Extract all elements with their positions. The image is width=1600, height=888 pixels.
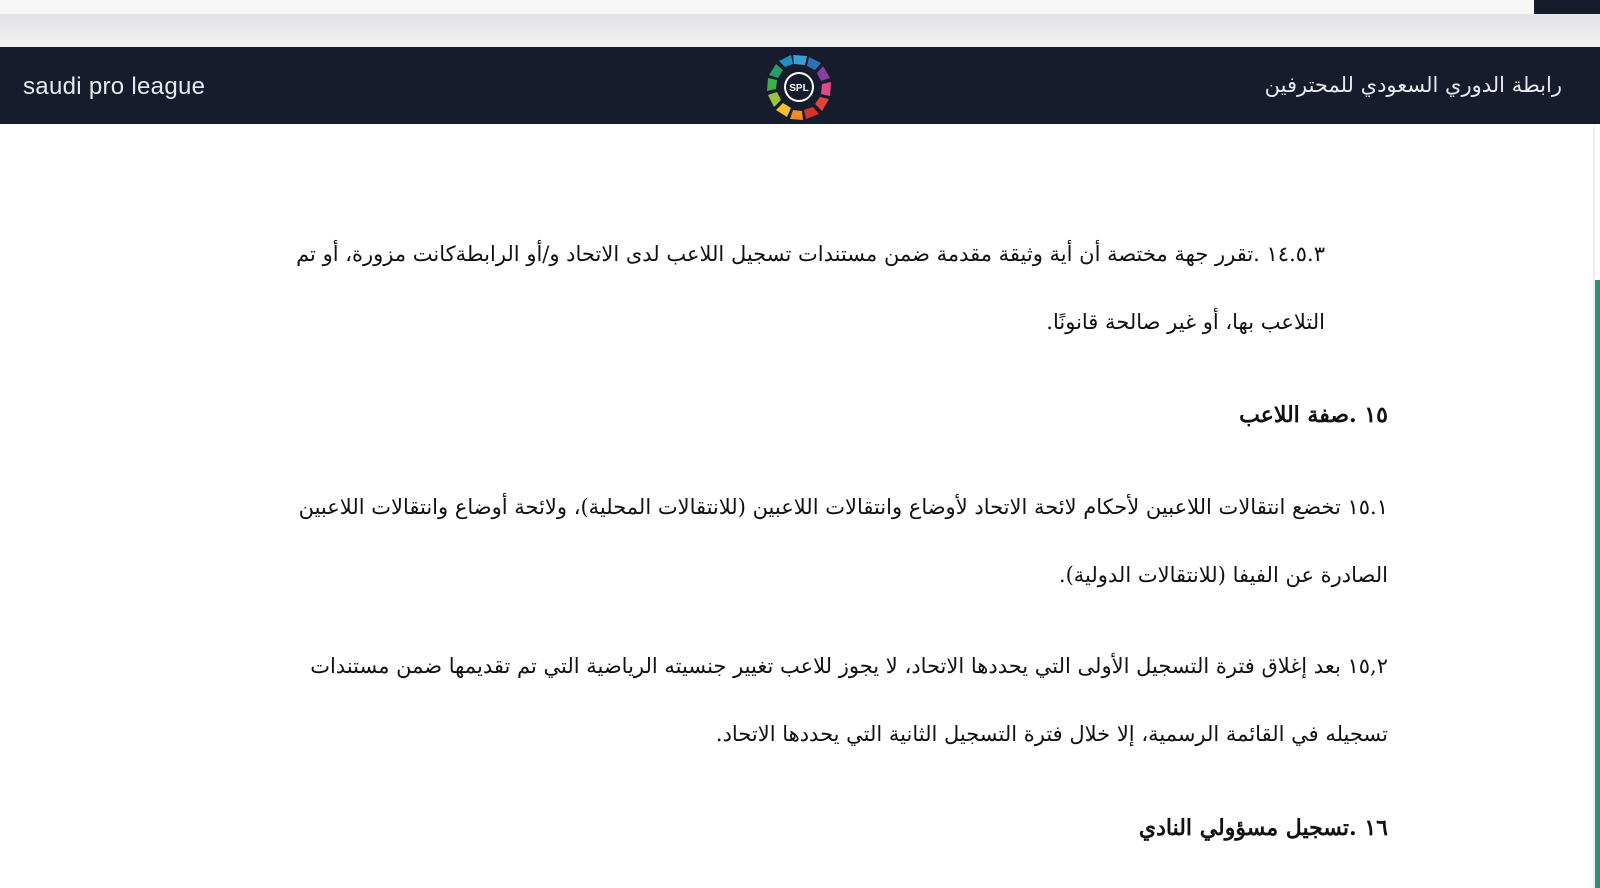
- spl-logo-icon: [764, 52, 834, 122]
- clause-14-5-3-line-1: ١٤.٥.٣ .تقرر جهة مختصة أن أية وثيقة مقدمة ضمن مستندات تسجيل اللاعب لدى الاتحاد و/أو الرابطةكانت مزورة، أو تم: [296, 242, 1325, 266]
- brand-name-english: saudi pro league: [23, 73, 206, 100]
- brand-name-arabic: رابطة الدوري السعودي للمحترفين: [1264, 73, 1562, 97]
- document-body: [0, 124, 1600, 888]
- clause-15-1-line-1: ١٥.١ تخضع انتقالات اللاعبين لأحكام لائحة الاتحاد لأوضاع وانتقالات اللاعبين (للانتقالات المحلية)، ولائحة أوضاع وانتقالات اللاعبين: [298, 495, 1388, 519]
- clause-15-2-line-2: تسجيله في القائمة الرسمية، إلا خلال فترة التسجيل الثانية التي يحددها الاتحاد.: [715, 722, 1388, 746]
- clause-15-1-line-2: الصادرة عن الفيفا (للانتقالات الدولية).: [1058, 563, 1388, 587]
- page-gap: [0, 15, 1600, 47]
- page-header: [0, 47, 1600, 124]
- section-15-heading: ١٥ .صفة اللاعب: [1239, 402, 1388, 428]
- section-16-heading: ١٦ .تسجيل مسؤولي النادي: [1138, 815, 1388, 841]
- clause-15-2-line-1: ١٥,٢ بعد إغلاق فترة التسجيل الأولى التي يحددها الاتحاد، لا يجوز للاعب تغيير جنسيته الرياضية التي تم تقديمها ضمن مستندات: [310, 654, 1388, 678]
- logo-text: SPL: [789, 83, 809, 94]
- previous-page-corner: [1534, 0, 1600, 14]
- previous-page-edge: [0, 0, 1600, 15]
- clause-14-5-3-line-2: التلاعب بها، أو غير صالحة قانونًا.: [1046, 310, 1325, 334]
